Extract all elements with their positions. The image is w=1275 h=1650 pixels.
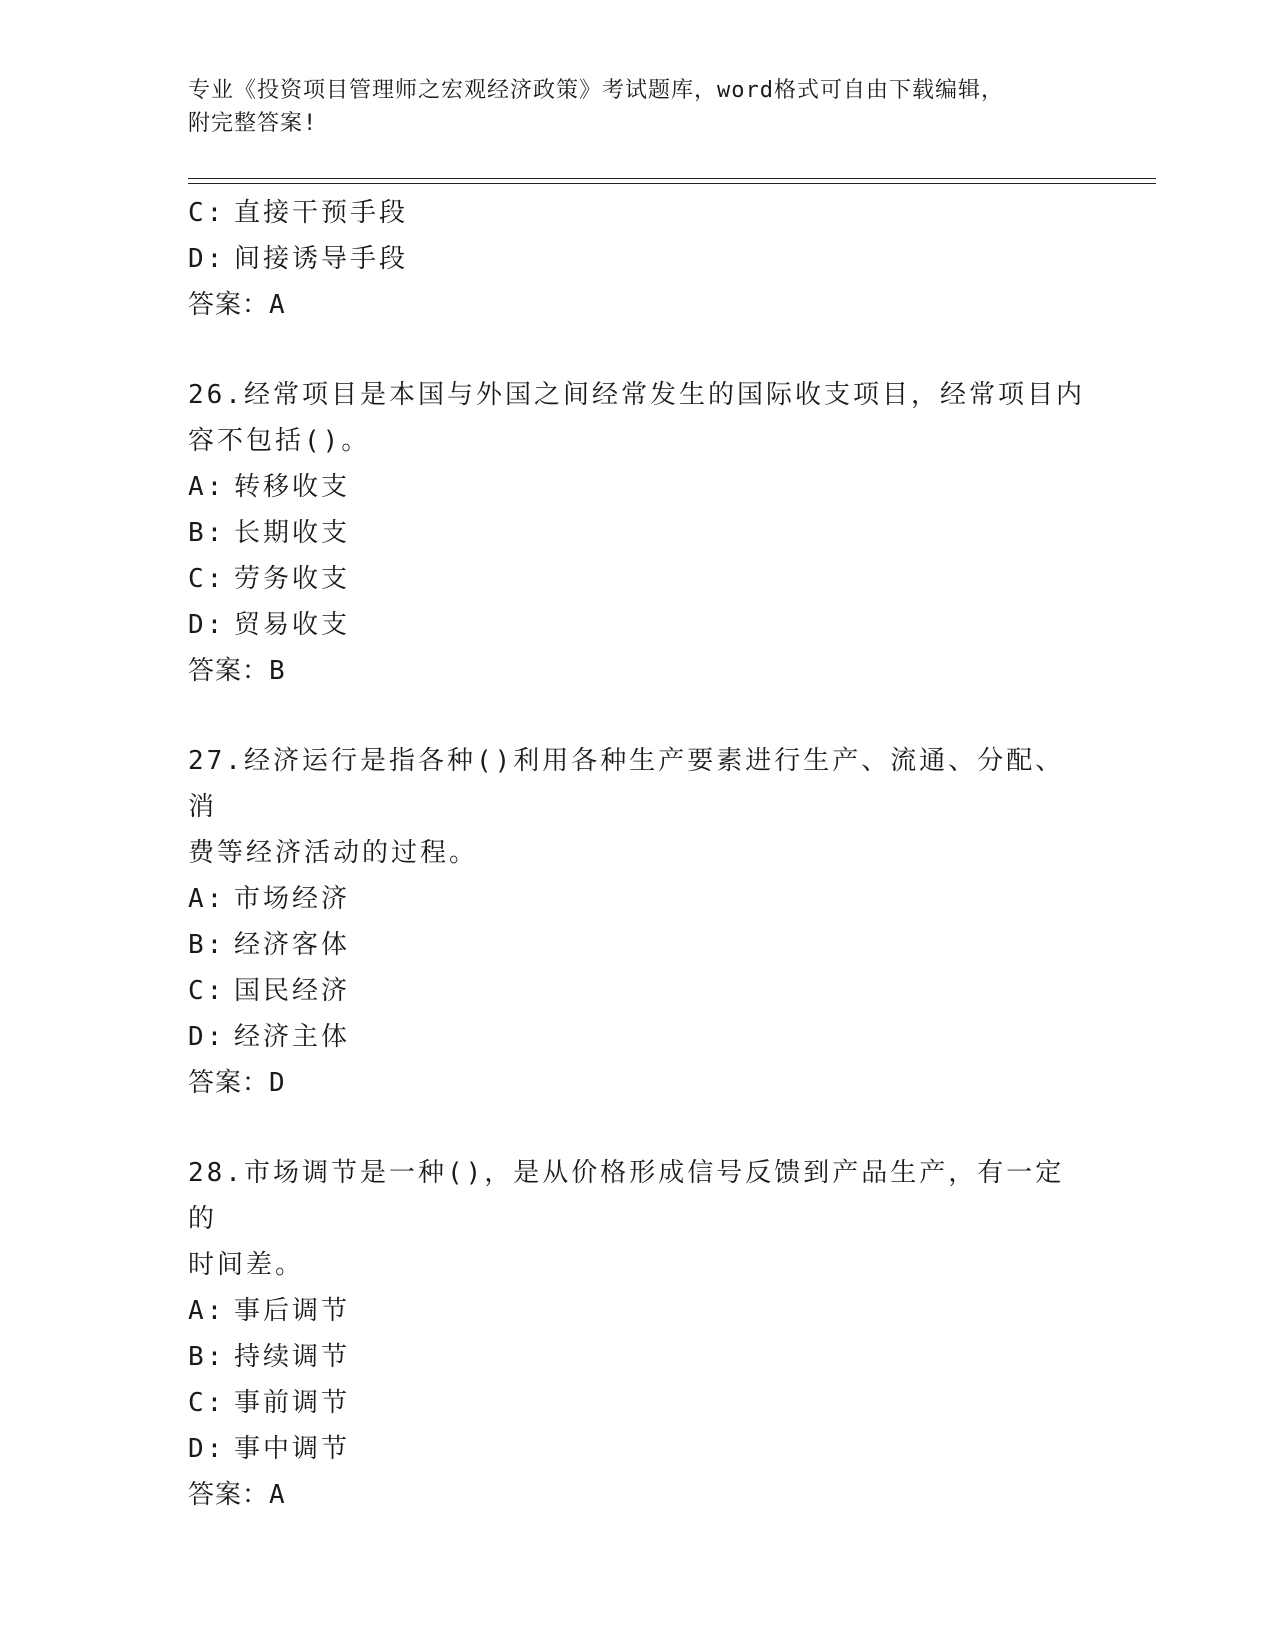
option-d xyxy=(188,1426,1088,1472)
option-text: 事后调节 xyxy=(234,1296,351,1326)
option-a xyxy=(188,464,1088,510)
question-block-28 xyxy=(188,1150,1088,1518)
option-text: 事前调节 xyxy=(234,1388,351,1418)
option-text: 事中调节 xyxy=(234,1434,351,1464)
option-label: C: xyxy=(188,976,226,1006)
header-divider-bottom xyxy=(188,183,1156,184)
answer-label: 答案： xyxy=(188,656,270,686)
option-label: D: xyxy=(188,244,226,274)
option-text: 长期收支 xyxy=(234,518,351,548)
answer-label: 答案： xyxy=(188,290,270,320)
option-c xyxy=(188,1380,1088,1426)
option-label: D: xyxy=(188,1022,226,1052)
option-text: 劳务收支 xyxy=(234,564,351,594)
header-line-2: 附完整答案! xyxy=(188,111,318,136)
option-b xyxy=(188,922,1088,968)
question-block-partial xyxy=(188,190,1088,328)
header-divider-top xyxy=(188,178,1156,179)
stem-line-1: 28.市场调节是一种()，是从价格形成信号反馈到产品生产，有一定的 xyxy=(188,1158,1065,1234)
answer-value: A xyxy=(269,1480,287,1510)
answer-value: D xyxy=(269,1068,287,1098)
option-label: B: xyxy=(188,1342,226,1372)
answer-line xyxy=(188,648,1088,694)
question-stem xyxy=(188,1150,1088,1288)
question-list xyxy=(188,190,1088,1518)
option-label: C: xyxy=(188,198,226,228)
option-text: 持续调节 xyxy=(234,1342,351,1372)
option-text: 间接诱导手段 xyxy=(234,244,409,274)
option-text: 直接干预手段 xyxy=(234,198,409,228)
option-label: A: xyxy=(188,884,226,914)
header-line-1: 专业《投资项目管理师之宏观经济政策》考试题库，word格式可自由下载编辑， xyxy=(188,78,1004,103)
stem-line-2: 容不包括()。 xyxy=(188,426,371,456)
option-label: A: xyxy=(188,1296,226,1326)
answer-line xyxy=(188,1060,1088,1106)
answer-line xyxy=(188,282,1088,328)
question-block-26 xyxy=(188,372,1088,694)
option-b xyxy=(188,1334,1088,1380)
option-label: A: xyxy=(188,472,226,502)
option-d xyxy=(188,602,1088,648)
stem-line-2: 时间差。 xyxy=(188,1250,305,1280)
option-d xyxy=(188,236,1088,282)
option-b xyxy=(188,510,1088,556)
option-label: D: xyxy=(188,1434,226,1464)
option-c xyxy=(188,556,1088,602)
option-c xyxy=(188,968,1088,1014)
document-header xyxy=(188,74,1088,140)
option-d xyxy=(188,1014,1088,1060)
option-text: 贸易收支 xyxy=(234,610,351,640)
answer-line xyxy=(188,1472,1088,1518)
option-c xyxy=(188,190,1088,236)
option-label: D: xyxy=(188,610,226,640)
option-label: B: xyxy=(188,518,226,548)
option-text: 经济主体 xyxy=(234,1022,351,1052)
option-text: 市场经济 xyxy=(234,884,351,914)
answer-label: 答案： xyxy=(188,1480,270,1510)
question-stem xyxy=(188,738,1088,876)
option-text: 国民经济 xyxy=(234,976,351,1006)
question-stem xyxy=(188,372,1088,464)
option-text: 转移收支 xyxy=(234,472,351,502)
option-a xyxy=(188,1288,1088,1334)
stem-line-1: 26.经常项目是本国与外国之间经常发生的国际收支项目，经常项目内 xyxy=(188,380,1085,410)
answer-value: A xyxy=(269,290,287,320)
stem-line-2: 费等经济活动的过程。 xyxy=(188,838,479,868)
answer-label: 答案： xyxy=(188,1068,270,1098)
question-block-27 xyxy=(188,738,1088,1106)
option-label: C: xyxy=(188,1388,226,1418)
option-text: 经济客体 xyxy=(234,930,351,960)
answer-value: B xyxy=(269,656,287,686)
option-label: B: xyxy=(188,930,226,960)
stem-line-1: 27.经济运行是指各种()利用各种生产要素进行生产、流通、分配、消 xyxy=(188,746,1065,822)
option-label: C: xyxy=(188,564,226,594)
option-a xyxy=(188,876,1088,922)
